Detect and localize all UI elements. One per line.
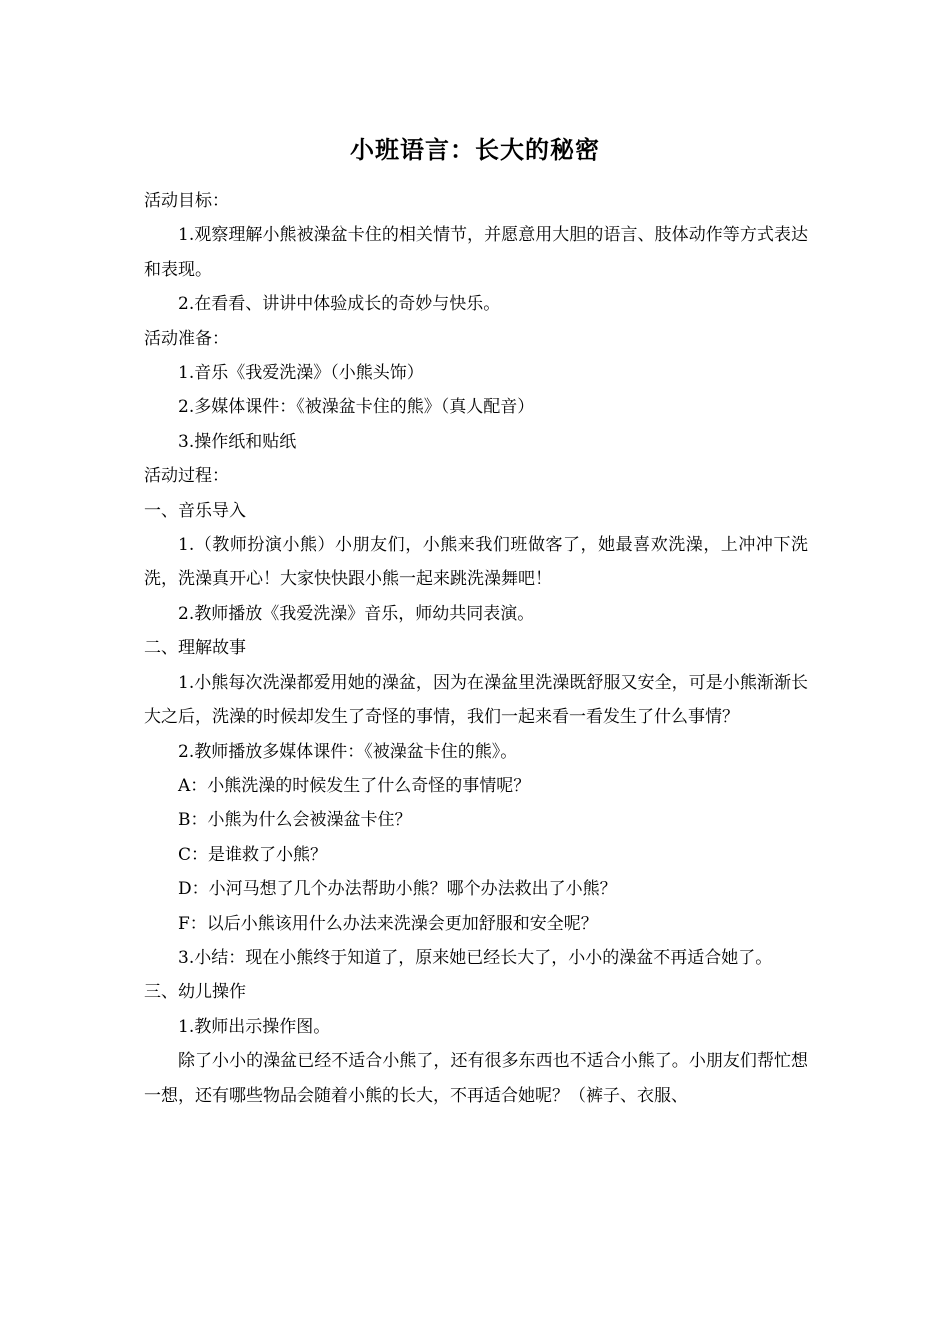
body-paragraph: A：小熊洗澡的时候发生了什么奇怪的事情呢？ [178,775,531,796]
body-paragraph: 2.在看看、讲讲中体验成长的奇妙与快乐。 [178,294,501,315]
body-paragraph: F：以后小熊该用什么办法来洗澡会更加舒服和安全呢？ [178,913,598,934]
body-paragraph: D：小河马想了几个办法帮助小熊？哪个办法救出了小熊？ [178,879,617,900]
body-paragraph: 1.音乐《我爱洗澡》（小熊头饰） [178,363,424,384]
section-heading: 活动准备： [144,328,229,349]
section-heading: 三、幼儿操作 [144,982,246,1003]
body-paragraph: 1.教师出示操作图。 [178,1016,331,1037]
body-paragraph: 3.小结：现在小熊终于知道了，原来她已经长大了，小小的澡盆不再适合她了。 [178,947,773,968]
body-paragraph: 除了小小的澡盆已经不适合小熊了，还有很多东西也不适合小熊了。小朋友们帮忙想一想，还有哪些物品会随着小熊的长大，不再适合她呢？（裤子、衣服、 [144,1051,808,1106]
body-paragraph: C：是谁救了小熊？ [178,844,328,865]
body-paragraph: B：小熊为什么会被澡盆卡住？ [178,810,412,831]
section-heading: 二、理解故事 [144,638,246,659]
document-body [144,184,808,1113]
section-heading: 活动目标： [144,191,229,211]
body-paragraph: 1.观察理解小熊被澡盆卡住的相关情节，并愿意用大胆的语言、肢体动作等方式表达和表现。 [144,225,808,280]
body-paragraph: 1.小熊每次洗澡都爱用她的澡盆，因为在澡盆里洗澡既舒服又安全，可是小熊渐渐长大之后，洗澡的时候却发生了奇怪的事情，我们一起来看一看发生了什么事情？ [144,672,808,728]
body-paragraph: 2.教师播放《我爱洗澡》音乐，师幼共同表演。 [178,603,535,624]
body-paragraph: 2.教师播放多媒体课件：《被澡盆卡住的熊》。 [178,741,518,762]
section-heading: 一、音乐导入 [144,500,246,521]
body-paragraph: 1.（教师扮演小熊）小朋友们，小熊来我们班做客了，她最喜欢洗澡，上冲冲下洗洗，洗澡真开心！大家快快跟小熊一起来跳洗澡舞吧！ [144,535,808,590]
body-paragraph: 3.操作纸和贴纸 [178,431,297,452]
body-paragraph: 2.多媒体课件：《被澡盆卡住的熊》（真人配音） [178,397,535,418]
document-title: 小班语言：长大的秘密 [350,136,600,164]
section-heading: 活动过程： [144,466,229,487]
